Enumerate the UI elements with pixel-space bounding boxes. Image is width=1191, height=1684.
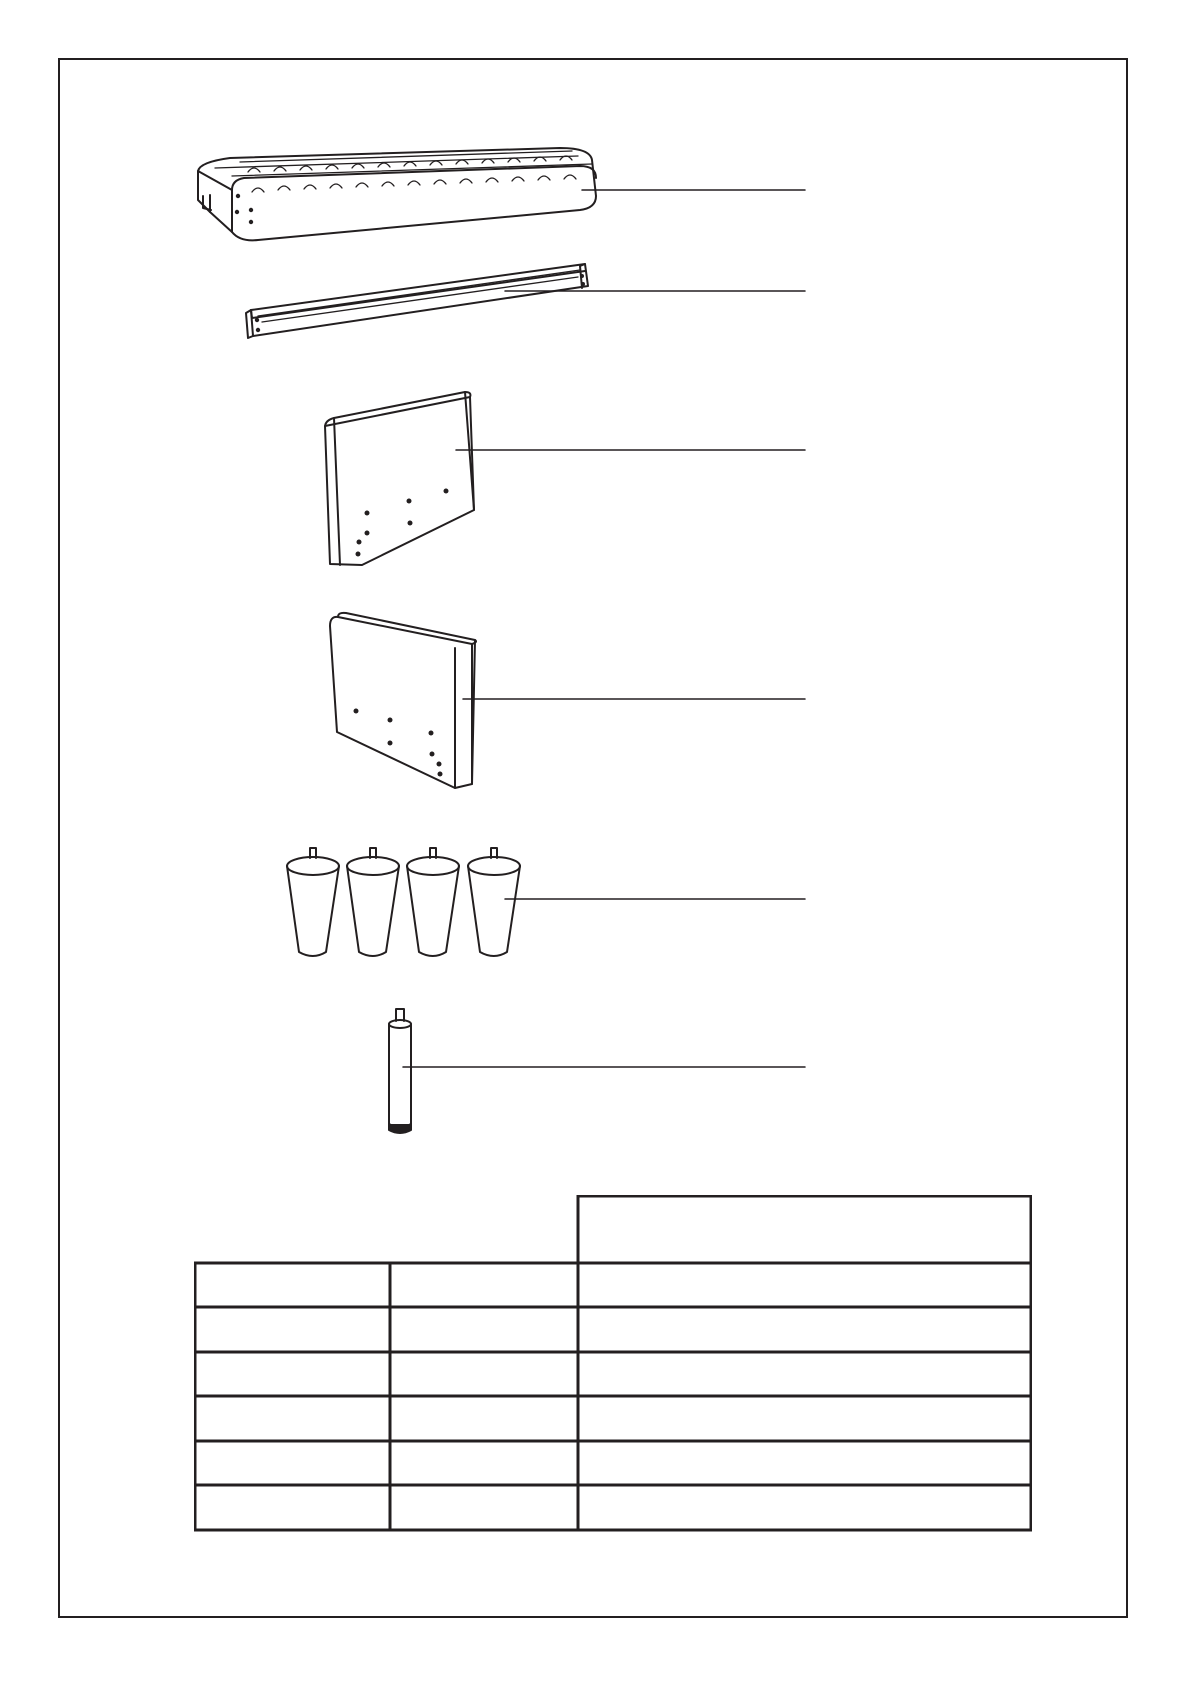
parts-table: [194, 1195, 1032, 1532]
table-header-cell: [578, 1196, 1031, 1263]
right-armrest-drawing: [330, 613, 805, 788]
center-leg-drawing: [389, 1009, 805, 1133]
tapered-legs-drawing: [287, 848, 805, 956]
back-rail-drawing: [246, 264, 805, 338]
seat-cushion-drawing: [198, 148, 805, 240]
left-armrest-drawing: [325, 392, 805, 565]
